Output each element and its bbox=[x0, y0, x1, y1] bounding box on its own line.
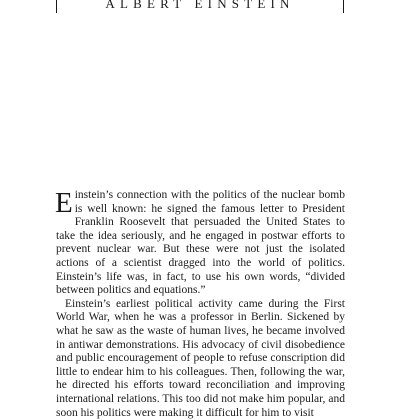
body-text bbox=[56, 189, 345, 420]
paragraph-1-text: instein’s connection with the politics of the nuclear bomb is well known: he signed the famous letter to President Franklin Roosevelt that persuaded the United States to take the idea seriously, and he engaged in postwar efforts to prevent nuclear war. But these were not just the isolated actions of a scientist dragged into the world of politics. Einstein’s life was, in fact, to use his own words, “divided between politics and equations.” bbox=[56, 189, 345, 297]
drop-cap: E bbox=[55, 187, 73, 219]
running-head: ALBERT EINSTEIN bbox=[105, 0, 295, 11]
paragraph-2: Einstein’s earliest political activity came during the First World War, when he was a professor in Berlin. Sickened by what he saw as the waste of human lives, he became involved in antiwar demonstrations. His advocacy of civil disobedience and public encouragement of people to refuse conscription did little to endear him to his colleagues. Then, following the war, he directed his efforts toward reconciliation and improving international relations. This too did not make him popular, and soon his politics were making it difficult for him to visit bbox=[56, 297, 345, 419]
paragraph-1 bbox=[56, 189, 345, 298]
